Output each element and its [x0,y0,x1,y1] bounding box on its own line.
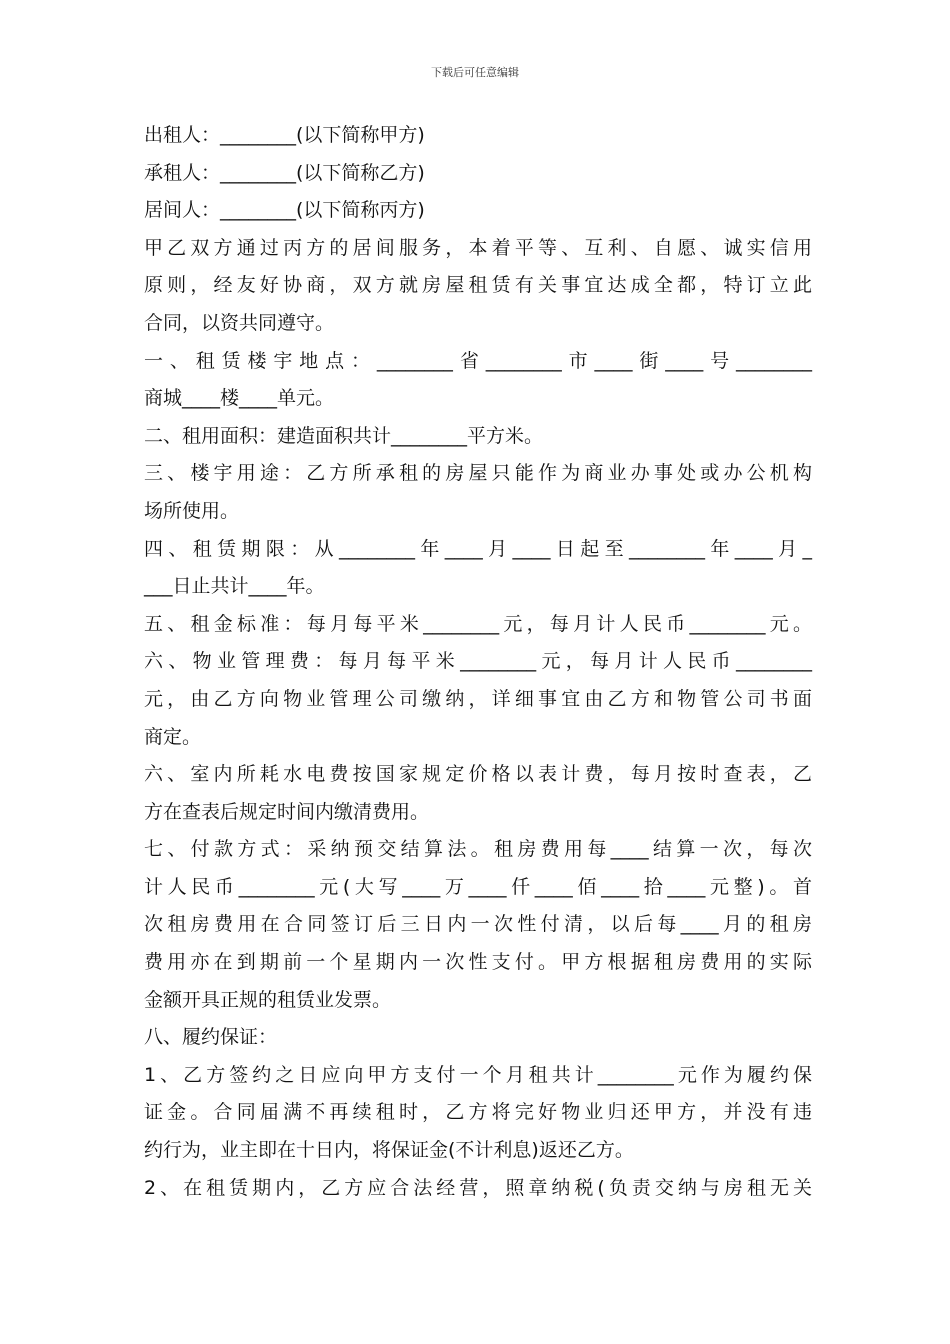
text-line: 次租房费用在合同签订后三日内一次性付清，以后每____月的租房 [144,913,812,936]
text-line: 一、租赁楼宇地点：________省________市____街____号________ [144,349,812,372]
text-line: 七、付款方式：采纳预交结算法。租房费用每____结算一次，每次 [144,838,812,861]
text-line: 方在查表后规定时间内缴清费用。 [144,800,430,823]
text-line: 商定。 [144,725,202,748]
text-line: 三、楼宇用途：乙方所承租的房屋只能作为商业办事处或办公机构 [144,462,812,485]
page-header-note: 下载后可任意编辑 [431,66,519,79]
text-line: 原则，经友好协商，双方就房屋租赁有关事宜达成全都，特订立此 [144,274,812,297]
text-line: 金额开具正规的租赁业发票。 [144,988,392,1011]
text-line: 五、租金标准：每月每平米________元，每月计人民币________元。 [144,612,812,635]
text-line: 约行为，业主即在十日内，将保证金(不计利息)返还乙方。 [144,1139,634,1162]
text-line: 合同，以资共同遵守。 [144,311,335,334]
contract-body [144,117,812,1207]
text-line: 出租人：________(以下简称甲方) [144,124,425,146]
text-line: 费用亦在到期前一个星期内一次性支付。甲方根据租房费用的实际 [144,951,812,974]
text-line: 甲乙双方通过丙方的居间服务，本着平等、互利、自愿、诚实信用 [144,236,812,259]
text-line: 承租人：________(以下简称乙方) [144,161,425,184]
text-line: 2、在租赁期内，乙方应合法经营，照章纳税(负责交纳与房租无关 [144,1176,812,1199]
text-line: 二、租用面积：建造面积共计________平方米。 [144,424,544,447]
text-line: 居间人：________(以下简称丙方) [144,199,425,222]
text-line: 1、乙方签约之日应向甲方支付一个月租共计________元作为履约保 [144,1063,812,1086]
text-line: 四、租赁期限：从________年____月____日起至________年____月_ [144,537,812,560]
text-line: 计人民币________元(大写____万____仟____佰____拾____元整)。首 [144,875,812,898]
text-line: 场所使用。 [144,499,240,522]
text-line: 证金。合同届满不再续租时，乙方将完好物业归还甲方，并没有违 [144,1101,812,1124]
text-line: 元，由乙方向物业管理公司缴纳，详细事宜由乙方和物管公司书面 [144,687,812,710]
text-line: 八、履约保证： [144,1026,278,1049]
text-line: 商城____楼____单元。 [144,387,335,410]
text-line: 六、物业管理费：每月每平米________元，每月计人民币________ [144,650,812,673]
text-line: ___日止共计____年。 [144,575,325,598]
text-line: 六、室内所耗水电费按国家规定价格以表计费，每月按时查表，乙 [144,763,812,786]
